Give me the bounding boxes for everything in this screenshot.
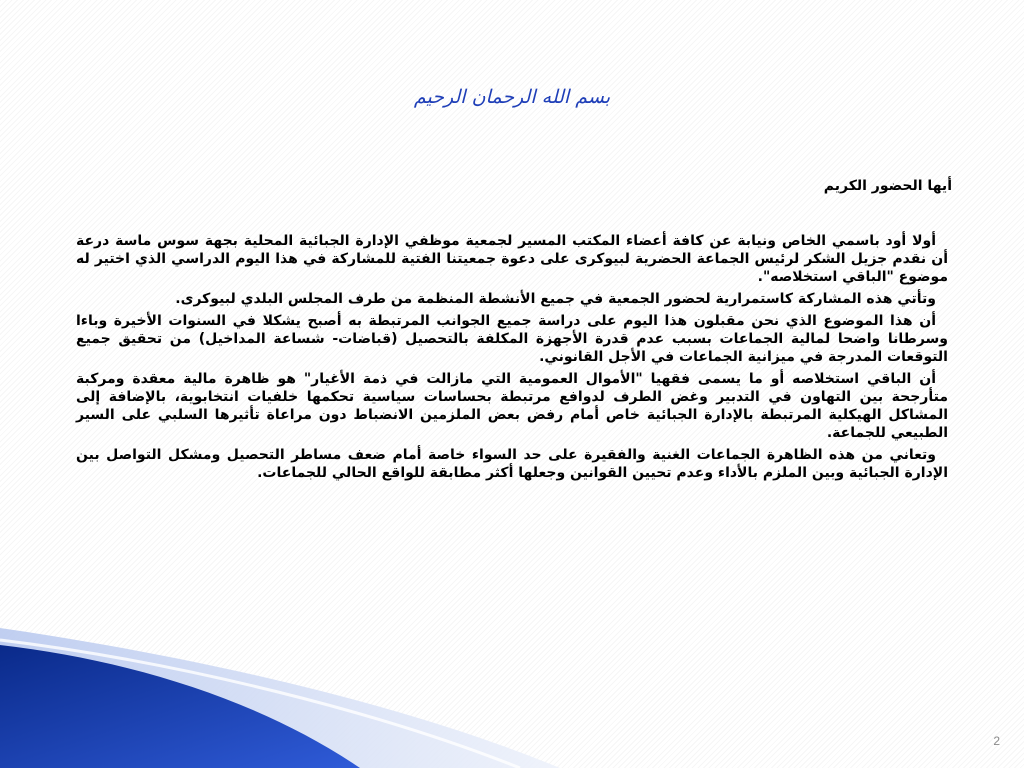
paragraph-3: أن هذا الموضوع الذي نحن مقبلون هذا اليوم على دراسة جميع الجوانب المرتبطة به أصبح يشكلا في السنوات الأخيرة وباءا وسرطانا واضحا لمالية الجماعات بسبب عدم قدرة الأجهزة المكلفة بالتحصيل (قباضات- شساعة المداخيل) من تحقيق جميع التوقعات المدرجة في ميزانية الجماعات في الأجل القانوني. — [76, 313, 948, 365]
paragraph-5: وتعاني من هذه الظاهرة الجماعات الغنية والفقيرة على حد السواء خاصة أمام ضعف مساطر التحصيل ومشكل التواصل بين الإدارة الجبائية وبين الملزم بالأداء وعدم تحيين القوانين وجعلها أكثر مطابقة للواقع الحالي للجماعات. — [76, 447, 948, 481]
slide-title: بسم الله الرحمان الرحيم — [413, 86, 611, 108]
greeting-heading: أيها الحضور الكريم — [823, 178, 952, 194]
page-number: 2 — [993, 734, 1000, 748]
paragraph-4: أن الباقي استخلاصه أو ما يسمى فقهيا "الأموال العمومية التي مازالت في ذمة الأغيار" هو ظاهرة مالية معقدة ومركبة متأرجحة بين التهاون في التدبير وغض الطرف لدوافع مرتبطة بحساسات سياسية تحكمها خلفيات انتخابوية، بالإضافة إلى المشاكل الهيكلية المرتبطة بالإدارة الجبائية خاص أمام رفض بعض الملزمين الانضباط دون مراعاة تأثيرها السلبي على السير الطبيعي للجماعة. — [76, 371, 948, 441]
body-text — [76, 232, 948, 486]
paragraph-2: وتأتي هذه المشاركة كاستمرارية لحضور الجمعية في جميع الأنشطة المنظمة من طرف المجلس البلدي لبيوكرى. — [175, 291, 936, 307]
paragraph-1: أولا أود باسمي الخاص ونيابة عن كافة أعضاء المكتب المسير لجمعية موظفي الإدارة الجبائية المحلية بجهة سوس ماسة درعة أن نقدم جزيل الشكر لرئيس الجماعة الحضرية لبيوكرى على دعوة جمعيتنا الفتية للمشاركة في هذا اليوم الدراسي الذي اختير له موضوع "الباقي استخلاصه". — [76, 233, 948, 285]
